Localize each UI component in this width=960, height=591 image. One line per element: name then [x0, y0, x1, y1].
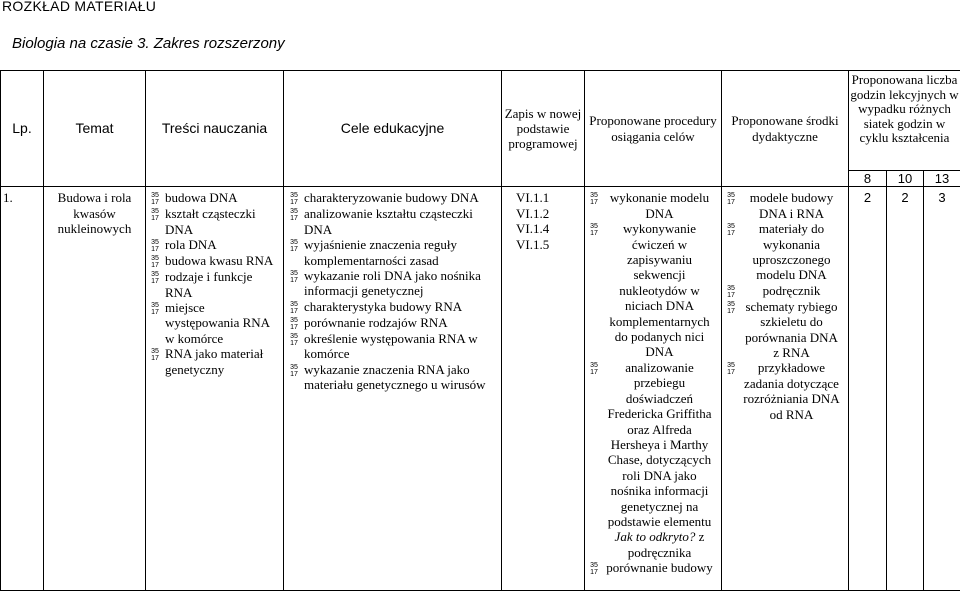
content-item: 35 17 miejsce występowania RNA w komórce [150, 300, 279, 346]
header-siatka-10: 10 [887, 171, 924, 187]
marker-glyph: 35 17 [150, 253, 160, 269]
header-tresci: Treści nauczania [146, 71, 284, 187]
pp-code: VI.1.1 [516, 190, 580, 205]
marker-glyph: 35 17 [289, 190, 299, 206]
marker-glyph: 35 17 [726, 283, 736, 299]
means-item: 35 17 podręcznik [726, 283, 842, 299]
marker-glyph: 35 17 [726, 221, 736, 283]
goal-item: 35 17 charakteryzowanie budowy DNA [289, 190, 497, 206]
goal-item: 35 17 porównanie rodzajów RNA [289, 315, 497, 331]
header-siatka-13: 13 [924, 171, 960, 187]
marker-glyph: 35 17 [589, 560, 599, 576]
content-item: 35 17 kształt cząsteczki DNA [150, 206, 279, 237]
marker-glyph: 35 17 [150, 237, 160, 253]
goal-item: 35 17 analizowanie kształtu cząsteczki DNA [289, 206, 497, 237]
marker-glyph: 35 17 [150, 206, 160, 237]
header-cele: Cele edukacyjne [284, 71, 502, 187]
italic-source-title: Jak to odkryto? [615, 529, 696, 544]
header-lp: Lp. [1, 71, 44, 187]
goal-item: 35 17 wykazanie roli DNA jako nośnika informacji genetycznej [289, 268, 497, 299]
document-title: ROZKŁAD MATERIAŁU [2, 0, 156, 14]
procedure-item: 35 17 analizowanie przebiegu doświadczeń Fredericka Griffitha oraz Alfreda Hersheya i Marthy Chase, dotyczących roli DNA jako nośnika informacji genetycznej na podstawie elementu Jak to odkryto? z podręcznika [589, 360, 715, 560]
pp-code: VI.1.4 [516, 221, 580, 236]
row1-zapis [502, 187, 585, 591]
content-item: 35 17 rola DNA [150, 237, 279, 253]
row1-hours-8: 2 [849, 187, 887, 591]
row1-cele [284, 187, 502, 591]
marker-glyph: 35 17 [289, 299, 299, 315]
content-item: 35 17 RNA jako materiał genetyczny [150, 346, 279, 377]
means-item: 35 17 modele budowy DNA i RNA [726, 190, 842, 221]
marker-glyph: 35 17 [726, 190, 736, 221]
row1-hours-10: 2 [887, 187, 924, 591]
procedure-item: 35 17 wykonanie modelu DNA [589, 190, 715, 221]
header-temat: Temat [44, 71, 146, 187]
row1-srodki [722, 187, 849, 591]
marker-glyph: 35 17 [726, 360, 736, 422]
marker-glyph: 35 17 [589, 360, 599, 560]
content-item: 35 17 budowa kwasu RNA [150, 253, 279, 269]
marker-glyph: 35 17 [150, 346, 160, 377]
pp-code: VI.1.5 [516, 237, 580, 252]
marker-glyph: 35 17 [289, 331, 299, 362]
marker-glyph: 35 17 [150, 300, 160, 346]
marker-glyph: 35 17 [726, 299, 736, 361]
marker-glyph: 35 17 [150, 190, 160, 206]
goal-item: 35 17 charakterystyka budowy RNA [289, 299, 497, 315]
goal-item: 35 17 określenie występowania RNA w komórce [289, 331, 497, 362]
header-srodki: Proponowane środki dydaktyczne [722, 71, 849, 187]
marker-glyph: 35 17 [289, 206, 299, 237]
procedure-item: 35 17 wykonywanie ćwiczeń w zapisywaniu sekwencji nukleotydów w niciach DNA komplementarnych do podanych nici DNA [589, 221, 715, 360]
means-item: 35 17 schematy rybiego szkieletu do porównania DNA z RNA [726, 299, 842, 361]
marker-glyph: 35 17 [589, 190, 599, 221]
pp-code: VI.1.2 [516, 206, 580, 221]
header-godziny: Proponowana liczba godzin lekcyjnych w wypadku różnych siatek godzin w cyklu kształcenia [849, 71, 960, 171]
marker-glyph: 35 17 [289, 237, 299, 268]
marker-glyph: 35 17 [150, 269, 160, 300]
marker-glyph: 35 17 [589, 221, 599, 360]
marker-glyph: 35 17 [289, 315, 299, 331]
document-subtitle: Biologia na czasie 3. Zakres rozszerzony [12, 36, 285, 51]
header-procedury: Proponowane procedury osiągania celów [585, 71, 722, 187]
means-item: 35 17 przykładowe zadania dotyczące rozróżniania DNA od RNA [726, 360, 842, 422]
row1-procedury [585, 187, 722, 591]
row1-hours-13: 3 [924, 187, 960, 591]
curriculum-table [0, 70, 960, 591]
goal-item: 35 17 wyjaśnienie znaczenia reguły komplementarności zasad [289, 237, 497, 268]
content-item: 35 17 budowa DNA [150, 190, 279, 206]
means-item: 35 17 materiały do wykonania uproszczonego modelu DNA [726, 221, 842, 283]
procedure-item: 35 17 porównanie budowy [589, 560, 715, 576]
header-siatka-8: 8 [849, 171, 887, 187]
marker-glyph: 35 17 [289, 268, 299, 299]
row1-tresci [146, 187, 284, 591]
content-item: 35 17 rodzaje i funkcje RNA [150, 269, 279, 300]
header-zapis: Zapis w nowej podstawie programowej [502, 71, 585, 187]
row1-lp: 1. [1, 187, 44, 591]
goal-item: 35 17 wykazanie znaczenia RNA jako materiału genetycznego u wirusów [289, 362, 497, 393]
marker-glyph: 35 17 [289, 362, 299, 393]
row1-temat: Budowa i rola kwasów nukleinowych [44, 187, 146, 591]
